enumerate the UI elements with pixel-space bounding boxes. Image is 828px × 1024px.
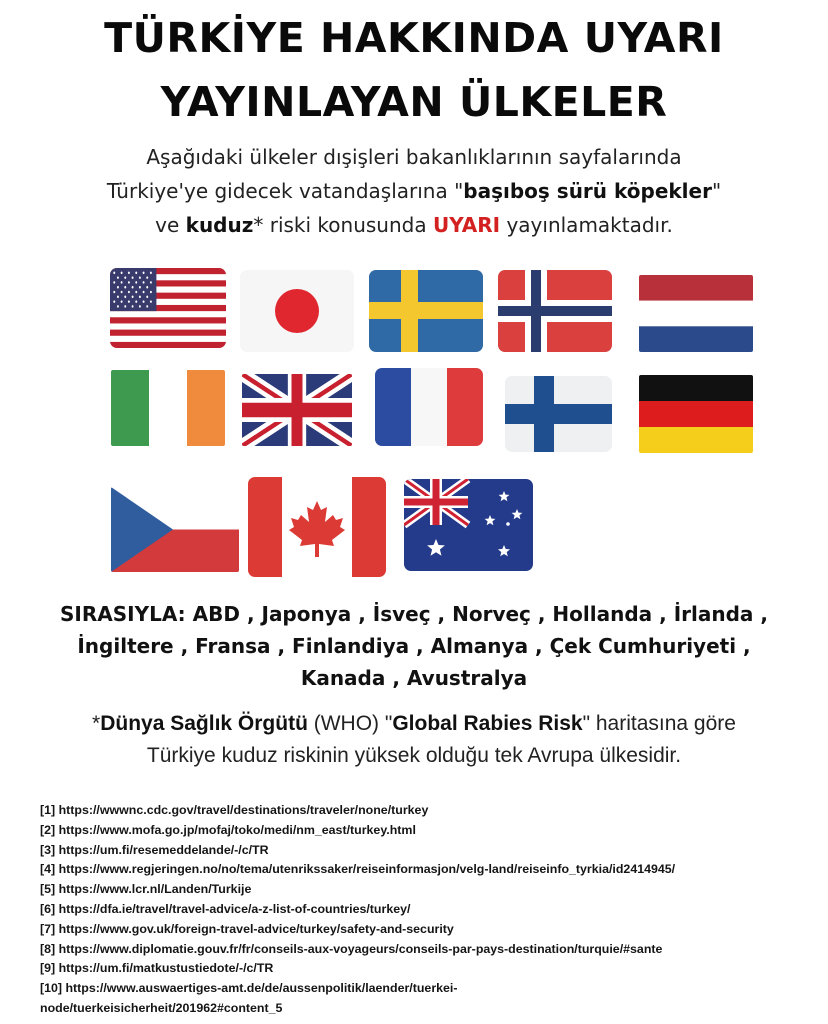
intro-line-2-pre: Türkiye'ye gidecek vatandaşlarına " [106, 179, 464, 203]
stray-dogs-emphasis: başıboş sürü köpekler [463, 179, 712, 203]
warning-emphasis: UYARI [432, 213, 501, 237]
order-label: SIRASIYLA: [60, 602, 186, 626]
countries-list [0, 598, 828, 694]
usa-flag-icon [110, 268, 226, 348]
countries-line-2: İngiltere , Fransa , Finlandiya , Almanya , Çek Cumhuriyeti , [77, 634, 751, 658]
countries-line-1 [0, 598, 828, 630]
ireland-flag-icon [111, 370, 225, 446]
reference-item: [7] https://www.gov.uk/foreign-travel-advice/turkey/safety-and-security [40, 921, 454, 936]
rabies-emphasis: kuduz [185, 213, 254, 237]
intro-line-3 [0, 208, 828, 242]
references-list [40, 801, 820, 1019]
countries-line-3: Kanada , Avustralya [300, 666, 528, 690]
japan-flag-icon [240, 270, 354, 352]
reference-item: [9] https://um.fi/matkustustiedote/-/c/TR [40, 961, 274, 976]
intro-line-2-post: " [711, 179, 722, 203]
reference-item: [6] https://dfa.ie/travel/travel-advice/a-z-list-of-countries/turkey/ [40, 901, 411, 916]
who-note [0, 708, 828, 772]
germany-flag-icon [639, 375, 753, 453]
uk-flag-icon [242, 374, 352, 446]
reference-item: [5] https://www.lcr.nl/Landen/Turkije [40, 882, 252, 897]
reference-item: [10] https://www.auswaertiges-amt.de/de/aussenpolitik/laender/tuerkei- [40, 981, 458, 996]
canada-flag-icon [248, 477, 386, 577]
who-line-2: Türkiye kuduz riskinin yüksek olduğu tek Avrupa ülkesidir. [146, 744, 682, 767]
who-name: Dünya Sağlık Örgütü [100, 712, 308, 735]
title-line-1: TÜRKİYE HAKKINDA UYARI [104, 14, 724, 62]
asterisk: * [92, 712, 101, 735]
reference-item: [1] https://wwwnc.cdc.gov/travel/destinations/traveler/none/turkey [40, 803, 429, 817]
reference-item: [4] https://www.regjeringen.no/no/tema/utenrikssaker/reiseinformasjon/velg-land/reiseinfo_tyrkia/id2414945/ [40, 862, 676, 877]
norway-flag-icon [498, 270, 612, 352]
intro-line-3-post: yayınlamaktadır. [500, 213, 673, 237]
reference-item: [8] https://www.diplomatie.gouv.fr/fr/conseils-aux-voyageurs/conseils-par-pays-destination/turquie/#sante [40, 941, 663, 956]
australia-flag-icon [404, 479, 533, 571]
intro-line-3-mid: * riski konusunda [253, 213, 433, 237]
finland-flag-icon [505, 376, 612, 452]
reference-item: [3] https://um.fi/resemeddelande/-/c/TR [40, 842, 269, 857]
who-line-1-end: " haritasına göre [582, 712, 736, 735]
intro-line-2 [0, 174, 828, 208]
global-rabies-risk: Global Rabies Risk [392, 712, 583, 735]
reference-item: [2] https://www.mofa.go.jp/mofaj/toko/medi/nm_east/turkey.html [40, 822, 416, 837]
czech-flag-icon [111, 487, 239, 572]
who-line-1 [0, 708, 828, 740]
sweden-flag-icon [369, 270, 483, 352]
netherlands-flag-icon [639, 275, 753, 352]
intro-text [0, 140, 828, 242]
who-line-1-mid: (WHO) " [307, 712, 393, 735]
intro-line-3-pre: ve [155, 213, 186, 237]
countries-line-1-text: ABD , Japonya , İsveç , Norveç , Hollanda , İrlanda , [185, 602, 768, 626]
reference-item: node/tuerkeisicherheit/201962#content_5 [40, 1000, 283, 1015]
france-flag-icon [375, 368, 483, 446]
title-line-2: YAYINLAYAN ÜLKELER [160, 78, 668, 126]
intro-line-1: Aşağıdaki ülkeler dışişleri bakanlıklarının sayfalarında [146, 145, 682, 169]
